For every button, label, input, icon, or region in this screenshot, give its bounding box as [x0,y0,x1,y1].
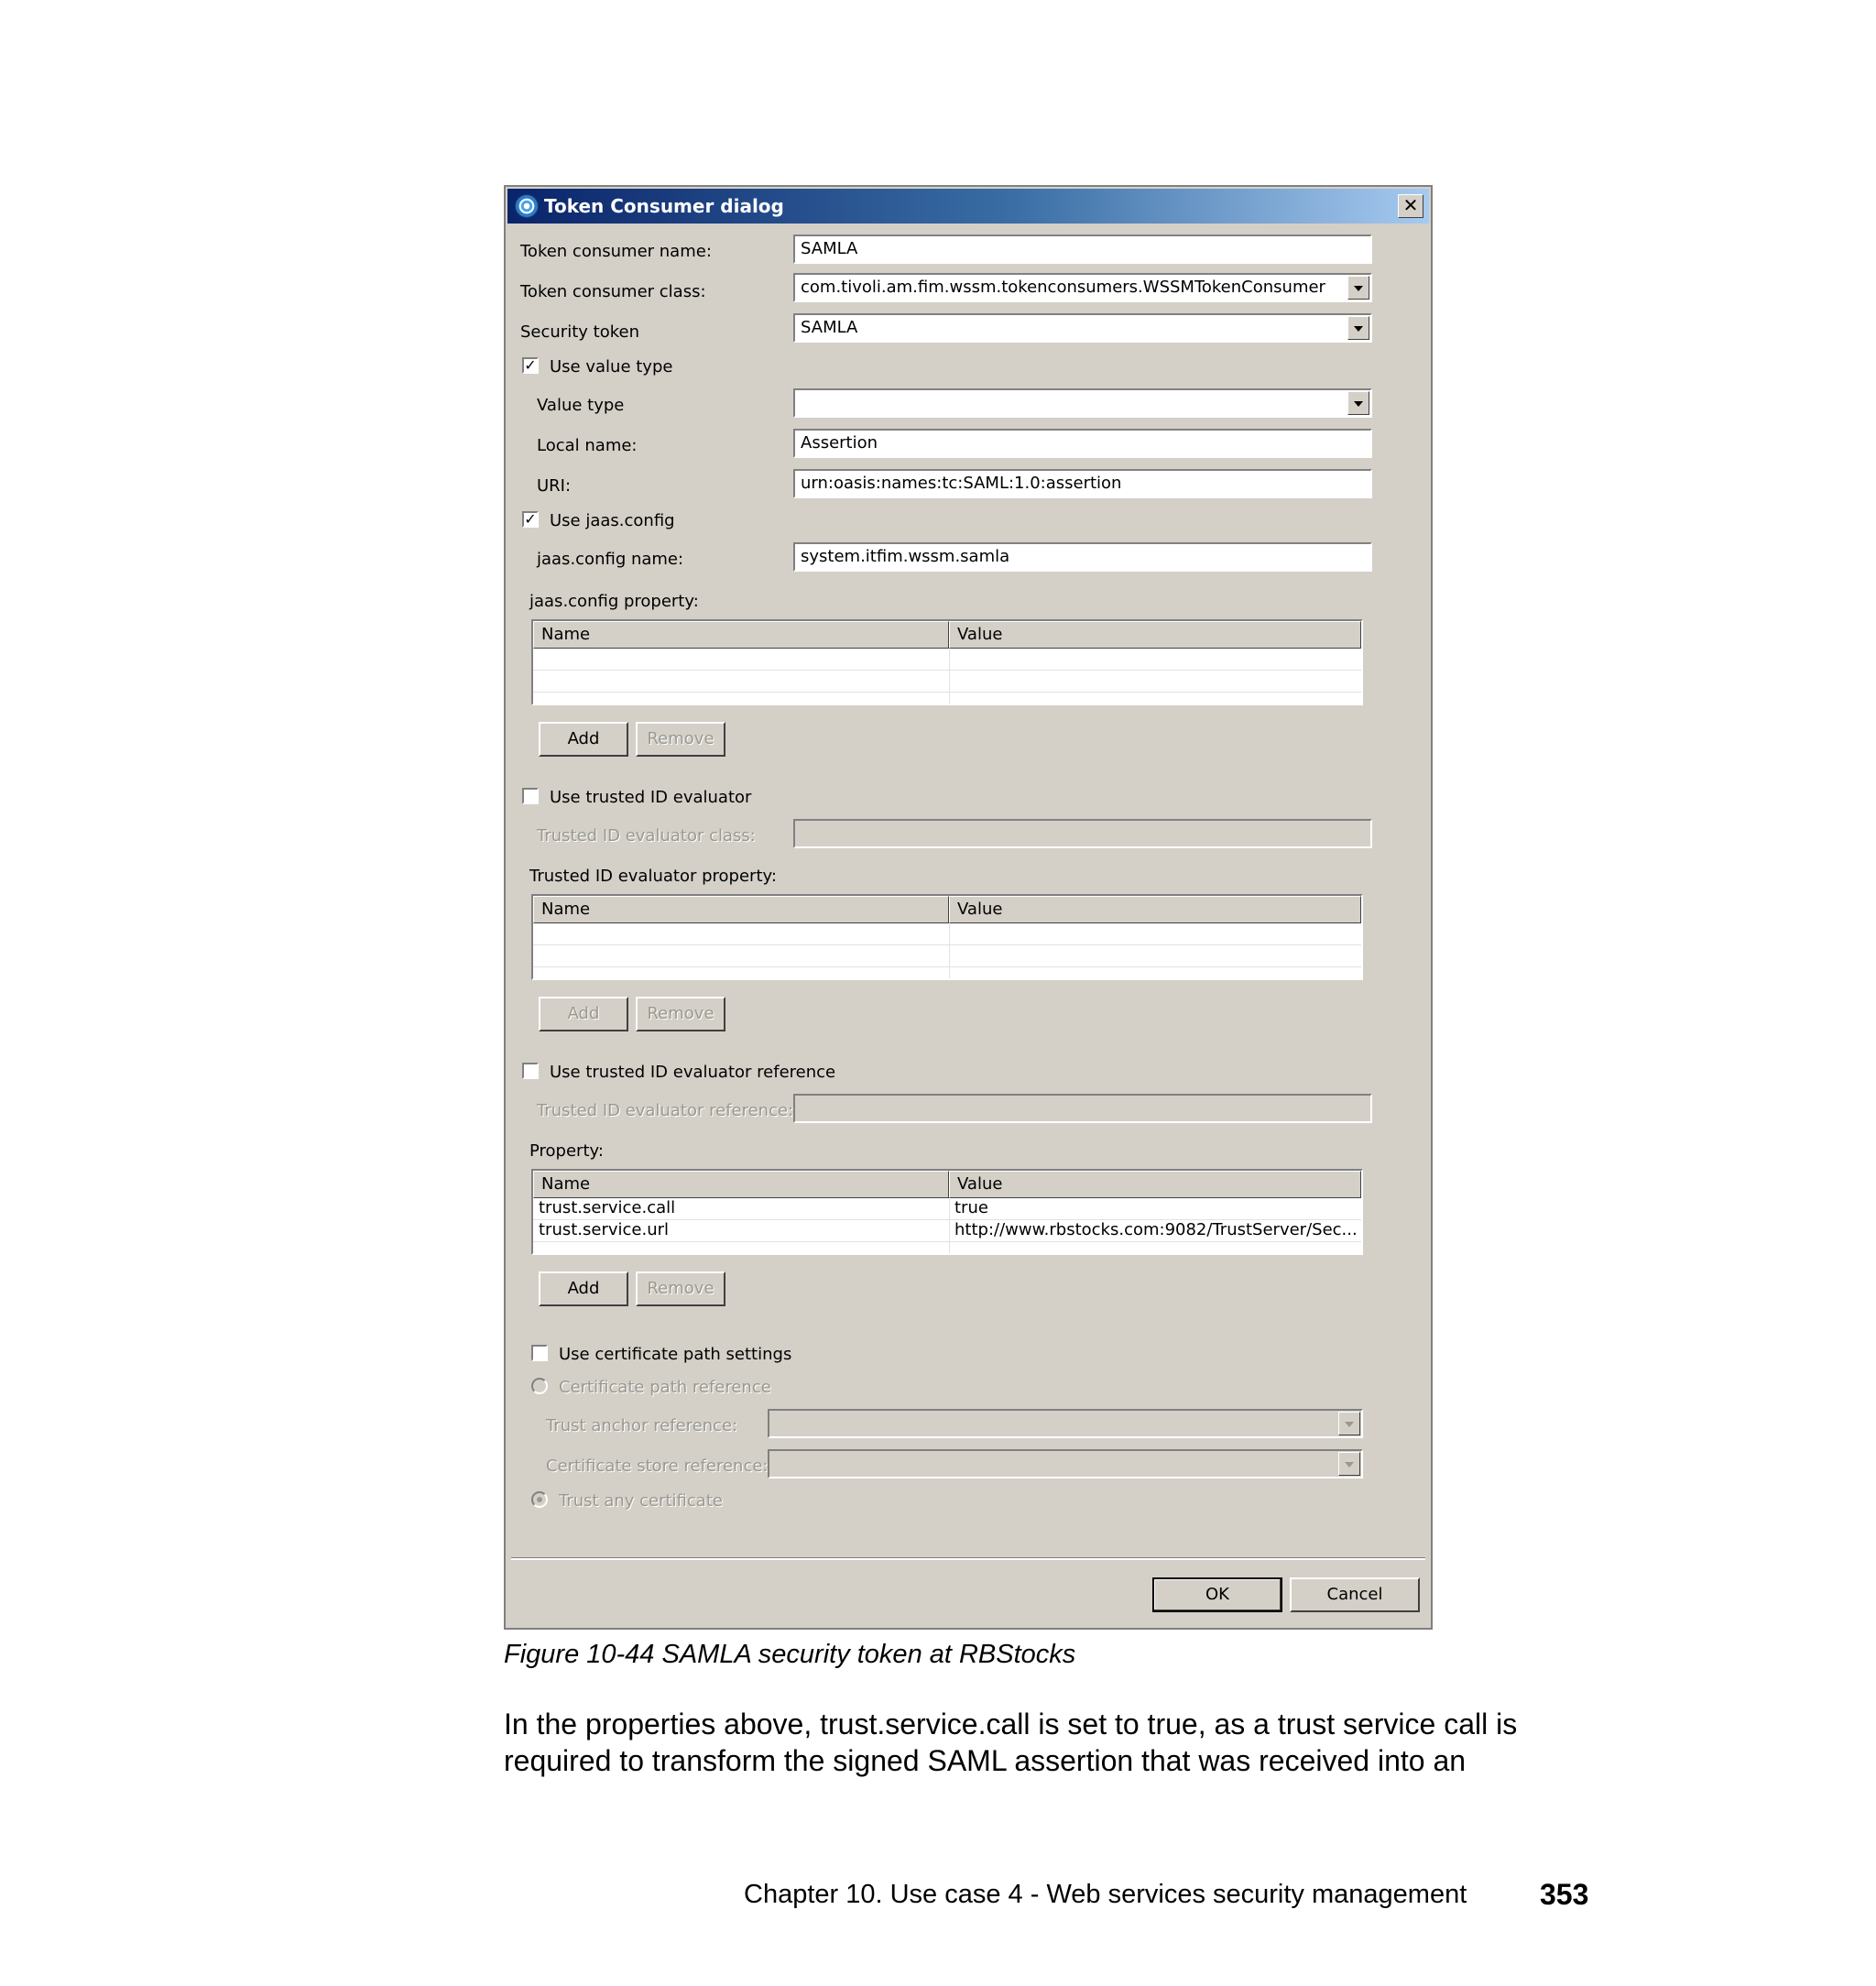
use-trusted-id-evaluator-label: Use trusted ID evaluator [550,788,752,807]
trust-any-certificate-radio[interactable] [531,1491,548,1508]
table-header [533,896,1361,923]
close-icon[interactable]: ✕ [1398,194,1423,218]
token-consumer-class-label: Token consumer class: [520,282,706,301]
column-divider [949,649,950,704]
table-row[interactable] [533,1220,1361,1242]
trusted-id-evaluator-class-label: Trusted ID evaluator class: [537,826,756,846]
chevron-down-icon[interactable] [1347,391,1369,415]
property-value-cell[interactable]: http://www.rbstocks.com:9082/TrustServer/Sec... [954,1220,1358,1239]
token-consumer-dialog [504,185,1433,1630]
chapter-footer: Chapter 10. Use case 4 - Web services security management [744,1880,1467,1909]
table-row[interactable] [533,671,1361,693]
value-type-select[interactable] [793,388,1372,418]
page-number: 353 [1540,1878,1589,1911]
token-consumer-name-label: Token consumer name: [520,242,712,261]
figure-caption: Figure 10-44 SAMLA security token at RBStocks [504,1640,1076,1669]
uri-input[interactable]: urn:oasis:names:tc:SAML:1.0:assertion [793,469,1372,498]
local-name-label: Local name: [537,436,638,455]
use-certificate-path-settings-label: Use certificate path settings [559,1345,792,1364]
use-certificate-path-settings-checkbox[interactable] [531,1345,548,1361]
body-paragraph-line: required to transform the signed SAML assertion that was received into an [504,1744,1467,1777]
table-header [533,1171,1361,1198]
chevron-down-icon[interactable] [1338,1412,1360,1435]
use-trusted-id-evaluator-checkbox[interactable] [522,788,539,804]
table-row[interactable] [533,649,1361,671]
security-token-value: SAMLA [801,318,858,337]
property-add-button[interactable]: Add [539,1271,628,1306]
table-row[interactable] [533,1198,1361,1220]
trust-anchor-reference-select[interactable] [768,1409,1363,1438]
column-divider [949,1198,950,1253]
property-table[interactable] [531,1169,1363,1255]
chevron-down-icon[interactable] [1347,316,1369,340]
body-paragraph-line: In the properties above, trust.service.call is set to true, as a trust service call is [504,1708,1518,1740]
column-header-value[interactable]: Value [949,896,1361,923]
column-header-value[interactable]: Value [949,1171,1361,1198]
property-name-cell[interactable]: trust.service.url [539,1220,670,1239]
table-header [533,621,1361,649]
certificate-path-reference-label: Certificate path reference [559,1378,771,1397]
certificate-store-reference-label: Certificate store reference: [546,1457,769,1476]
trusted-id-evaluator-property-table[interactable] [531,894,1363,980]
column-divider [949,923,950,978]
uri-label: URI: [537,476,572,496]
dialog-title: Token Consumer dialog [544,195,784,217]
trusted-id-evaluator-property-label: Trusted ID evaluator property: [529,867,777,886]
ok-button[interactable]: OK [1152,1577,1282,1612]
chevron-down-icon[interactable] [1338,1452,1360,1476]
jaas-config-name-input[interactable]: system.itfim.wssm.samla [793,542,1372,572]
use-trusted-id-evaluator-reference-label: Use trusted ID evaluator reference [550,1063,836,1082]
use-jaas-config-label: Use jaas.config [550,511,675,530]
jaas-remove-button[interactable]: Remove [636,722,725,757]
jaas-config-property-table[interactable] [531,619,1363,705]
property-name-cell[interactable]: trust.service.call [539,1198,676,1217]
use-value-type-checkbox[interactable]: ✓ [522,357,539,374]
value-type-label: Value type [537,396,625,415]
dialog-title-bar[interactable] [507,189,1429,224]
certificate-store-reference-select[interactable] [768,1449,1363,1479]
local-name-input[interactable]: Assertion [793,429,1372,458]
jaas-config-property-label: jaas.config property: [529,592,699,611]
security-token-select[interactable] [793,313,1372,343]
column-header-name[interactable]: Name [533,621,949,649]
jaas-add-button[interactable]: Add [539,722,628,757]
certificate-path-reference-radio[interactable] [531,1378,548,1394]
property-value-cell[interactable]: true [954,1198,988,1217]
trust-anchor-reference-label: Trust anchor reference: [546,1416,738,1435]
app-icon [515,194,539,218]
use-trusted-id-evaluator-reference-checkbox[interactable] [522,1063,539,1079]
jaas-config-name-label: jaas.config name: [537,550,684,569]
footer-divider [511,1557,1425,1560]
column-header-name[interactable]: Name [533,1171,949,1198]
trust-any-certificate-label: Trust any certificate [559,1491,723,1511]
token-consumer-class-select[interactable] [793,273,1372,302]
chevron-down-icon[interactable] [1347,276,1369,300]
use-jaas-config-checkbox[interactable]: ✓ [522,511,539,528]
trusted-id-add-button[interactable]: Add [539,997,628,1031]
trusted-id-evaluator-class-input[interactable] [793,819,1372,848]
token-consumer-class-value: com.tivoli.am.fim.wssm.tokenconsumers.WSSMTokenConsumer [801,278,1325,297]
use-value-type-label: Use value type [550,357,673,376]
cancel-button[interactable]: Cancel [1290,1577,1420,1612]
column-header-name[interactable]: Name [533,896,949,923]
property-remove-button[interactable]: Remove [636,1271,725,1306]
trusted-id-evaluator-reference-label: Trusted ID evaluator reference: [537,1101,794,1120]
trusted-id-remove-button[interactable]: Remove [636,997,725,1031]
column-header-value[interactable]: Value [949,621,1361,649]
token-consumer-name-input[interactable]: SAMLA [793,235,1372,264]
trusted-id-evaluator-reference-input[interactable] [793,1094,1372,1123]
property-label: Property: [529,1141,604,1161]
security-token-label: Security token [520,322,639,342]
table-row[interactable] [533,923,1361,945]
table-row[interactable] [533,945,1361,967]
